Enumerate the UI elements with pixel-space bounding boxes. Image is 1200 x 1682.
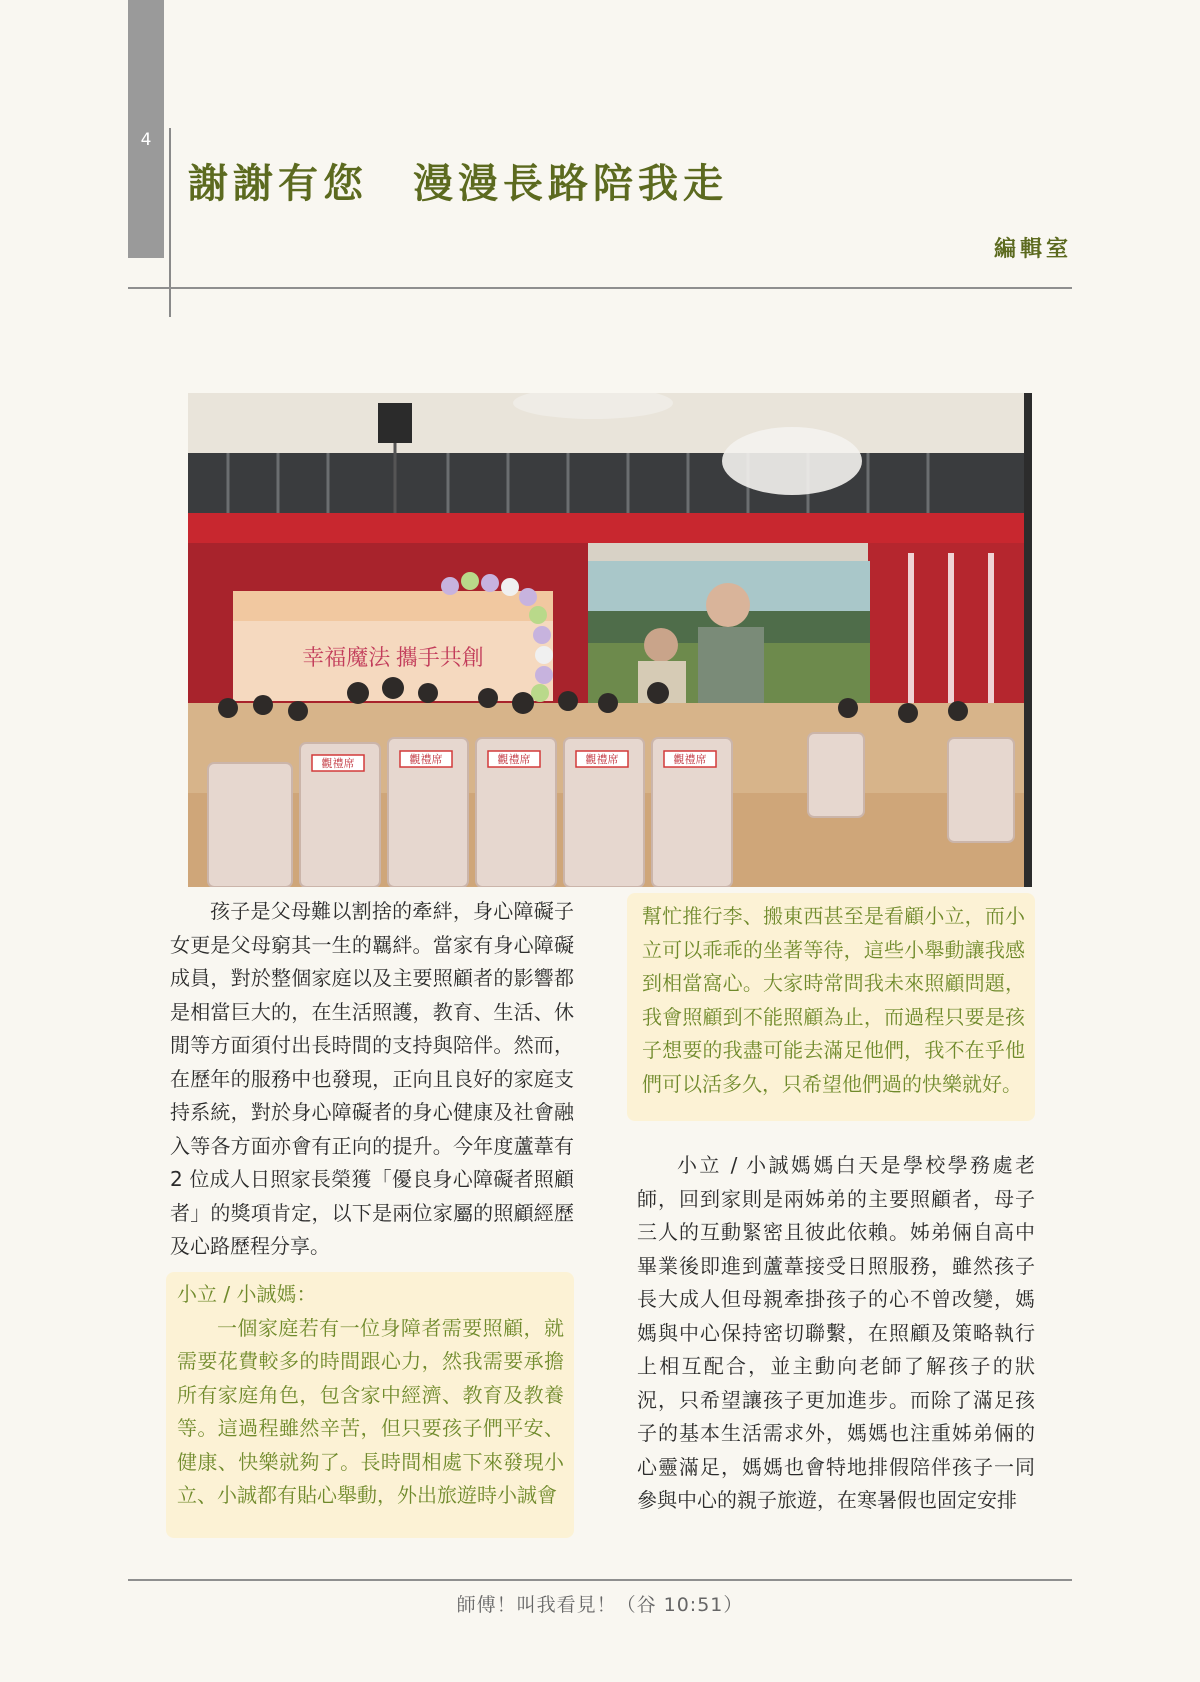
seat-label: 觀禮席 xyxy=(585,754,619,766)
banner-text: 幸福魔法 攜手共創 xyxy=(302,645,484,670)
testimony-text-left: 一個家庭若有一位身障者需要照顧，就需要花費較多的時間跟心力，然我需要承擔所有家庭角色，包含家中經濟、教育及教養等。這過程雖然辛苦，但只要孩子們平安、健康、快樂就夠了。長時間相處下來發現小立、小誠都有貼心舉動，外出旅遊時小誠會 xyxy=(177,1315,564,1507)
page-number-tab xyxy=(128,0,164,258)
body-paragraph-right xyxy=(637,1149,1035,1518)
header-divider xyxy=(128,287,1072,289)
page-footer: 師傅！叫我看見！（谷 10:51） xyxy=(456,1594,744,1616)
page-number: 4 xyxy=(140,130,152,150)
seat-label: 觀禮席 xyxy=(321,758,355,770)
footer-divider xyxy=(128,1579,1072,1581)
intro-text: 孩子是父母難以割捨的牽絆，身心障礙子女更是父母窮其一生的羈絆。當家有身心障礙成員，對於整個家庭以及主要照顧者的影響都是相當巨大的，在生活照護，教育、生活、休閒等方面須付出長時間的支持與陪伴。然而，在歷年的服務中也發現，正向且良好的家庭支持系統，對於身心障礙者的身心健康及社會融入等各方面亦會有正向的提升。今年度蘆葦有 2 位成人日照家長榮獲「優良身心障礙者照顧者」的獎項肯定，以下是兩位家屬的照顧經歷及心路歷程分享。 xyxy=(170,899,574,1258)
seat-label: 觀禮席 xyxy=(673,754,707,766)
event-photo xyxy=(188,393,1032,887)
testimony-box-right xyxy=(627,893,1035,1121)
testimony-text-right: 幫忙推行李、搬東西甚至是看顧小立，而小立可以乖乖的坐著等待，這些小舉動讓我感到相當窩心。大家時常問我未來照顧問題，我會照顧到不能照顧為止，而過程只要是孩子想要的我盡可能去滿足他們，我不在乎他們可以活多久，只希望他們過的快樂就好。 xyxy=(642,904,1025,1096)
intro-paragraph xyxy=(170,895,574,1264)
testimony-box-left xyxy=(166,1272,574,1538)
article-title: 謝謝有您 漫漫長路陪我走 xyxy=(188,161,728,207)
testimony-speaker: 小立 / 小誠媽： xyxy=(177,1282,317,1306)
body-text-right: 小立 / 小誠媽媽白天是學校學務處老師，回到家則是兩姊弟的主要照顧者，母子三人的互動緊密且彼此依賴。姊弟倆自高中畢業後即進到蘆葦接受日照服務，雖然孩子長大成人但母親牽掛孩子的心不曾改變，媽媽與中心保持密切聯繫，在照顧及策略執行上相互配合，並主動向老師了解孩子的狀況，只希望讓孩子更加進步。而除了滿足孩子的基本生活需求外，媽媽也注重姊弟倆的心靈滿足，媽媽也會特地排假陪伴孩子一同參與中心的親子旅遊，在寒暑假也固定安排 xyxy=(637,1153,1035,1512)
seat-label: 觀禮席 xyxy=(409,754,443,766)
seat-label: 觀禮席 xyxy=(497,754,531,766)
event-photo-illustration xyxy=(188,393,1032,887)
article-author: 編輯室 xyxy=(993,237,1072,262)
